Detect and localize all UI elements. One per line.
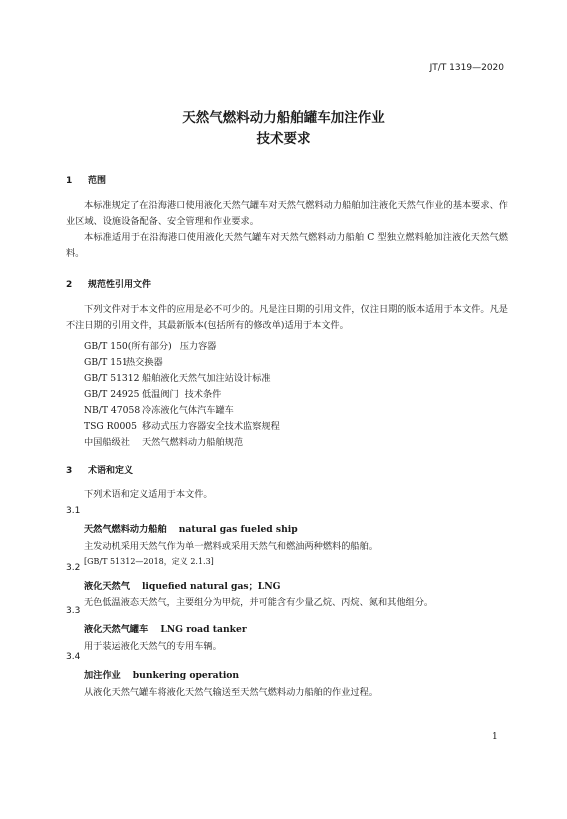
term-heading: 液化天然气罐车 LNG road tanker [84,624,247,635]
reference-item: GB/T 150(所有部分) 压力容器 [84,341,217,352]
scope-paragraph-2: 本标准适用于在沿海港口使用液化天然气罐车对天然气燃料动力船舶 C 型独立燃料舱加注液化天然气燃料。 [66,232,508,259]
reference-item: GB/T 51312 船舶液化天然气加注站设计标准 [84,373,271,384]
reference-item: 中国船级社 天然气燃料动力船舶规范 [84,437,244,448]
section-heading-normative [66,277,151,290]
clause-number: 3.4 [66,652,81,662]
normative-intro: 下列文件对于本文件的应用是必不可少的。凡是注日期的引用文件，仅注日期的版本适用于本文件。凡是不注日期的引用文件，其最新版本(包括所有的修改单)适用于本文件。 [66,304,508,331]
term-heading: 加注作业 bunkering operation [84,670,240,681]
document-title: 天然气燃料动力船舶罐车加注作业 [182,110,385,126]
reference-item: GB/T 24925 低温阀门 技术条件 [84,389,222,400]
section-number: 2 [66,280,73,290]
reference-item: GB/T 151热交换器 [84,357,163,368]
term-definition: 用于装运液化天然气的专用车辆。 [84,641,222,652]
section-number: 3 [66,466,73,476]
term-heading: 天然气燃料动力船舶 natural gas fueled ship [84,524,298,535]
page-number: 1 [492,732,498,742]
reference-item: NB/T 47058 冷冻液化气体汽车罐车 [84,405,234,416]
term-definition: 主发动机采用天然气作为单一燃料或采用天然气和燃油两种燃料的船舶。 [84,541,378,552]
standard-number: JT/T 1319—2020 [429,63,504,73]
term-definition: 从液化天然气罐车将液化天然气输送至天然气燃料动力船舶的作业过程。 [84,687,378,698]
clause-number: 3.1 [66,506,81,516]
reference-item: TSG R0005 移动式压力容器安全技术监察规程 [84,421,280,432]
clause-number: 3.3 [66,606,81,616]
section-title: 范围 [88,176,107,186]
term-definition: 无色低温液态天然气，主要组分为甲烷，并可能含有少量乙烷、丙烷、氮和其他组分。 [84,597,434,608]
section-number: 1 [66,176,73,186]
term-source: [GB/T 51312—2018，定义 2.1.3] [84,557,214,566]
terms-intro: 下列术语和定义适用于本文件。 [84,489,213,500]
section-heading-scope [66,173,106,186]
section-heading-terms [66,463,133,476]
document-subtitle: 技术要求 [256,131,311,147]
section-title: 术语和定义 [88,466,134,476]
section-title: 规范性引用文件 [88,280,152,290]
scope-paragraph-1: 本标准规定了在沿海港口使用液化天然气罐车对天然气燃料动力船舶加注液化天然气作业的基本要求、作业区域、设施设备配备、安全管理和作业要求。 [66,200,508,227]
clause-number: 3.2 [66,563,81,573]
term-heading: 液化天然气 liquefied natural gas；LNG [84,581,281,592]
